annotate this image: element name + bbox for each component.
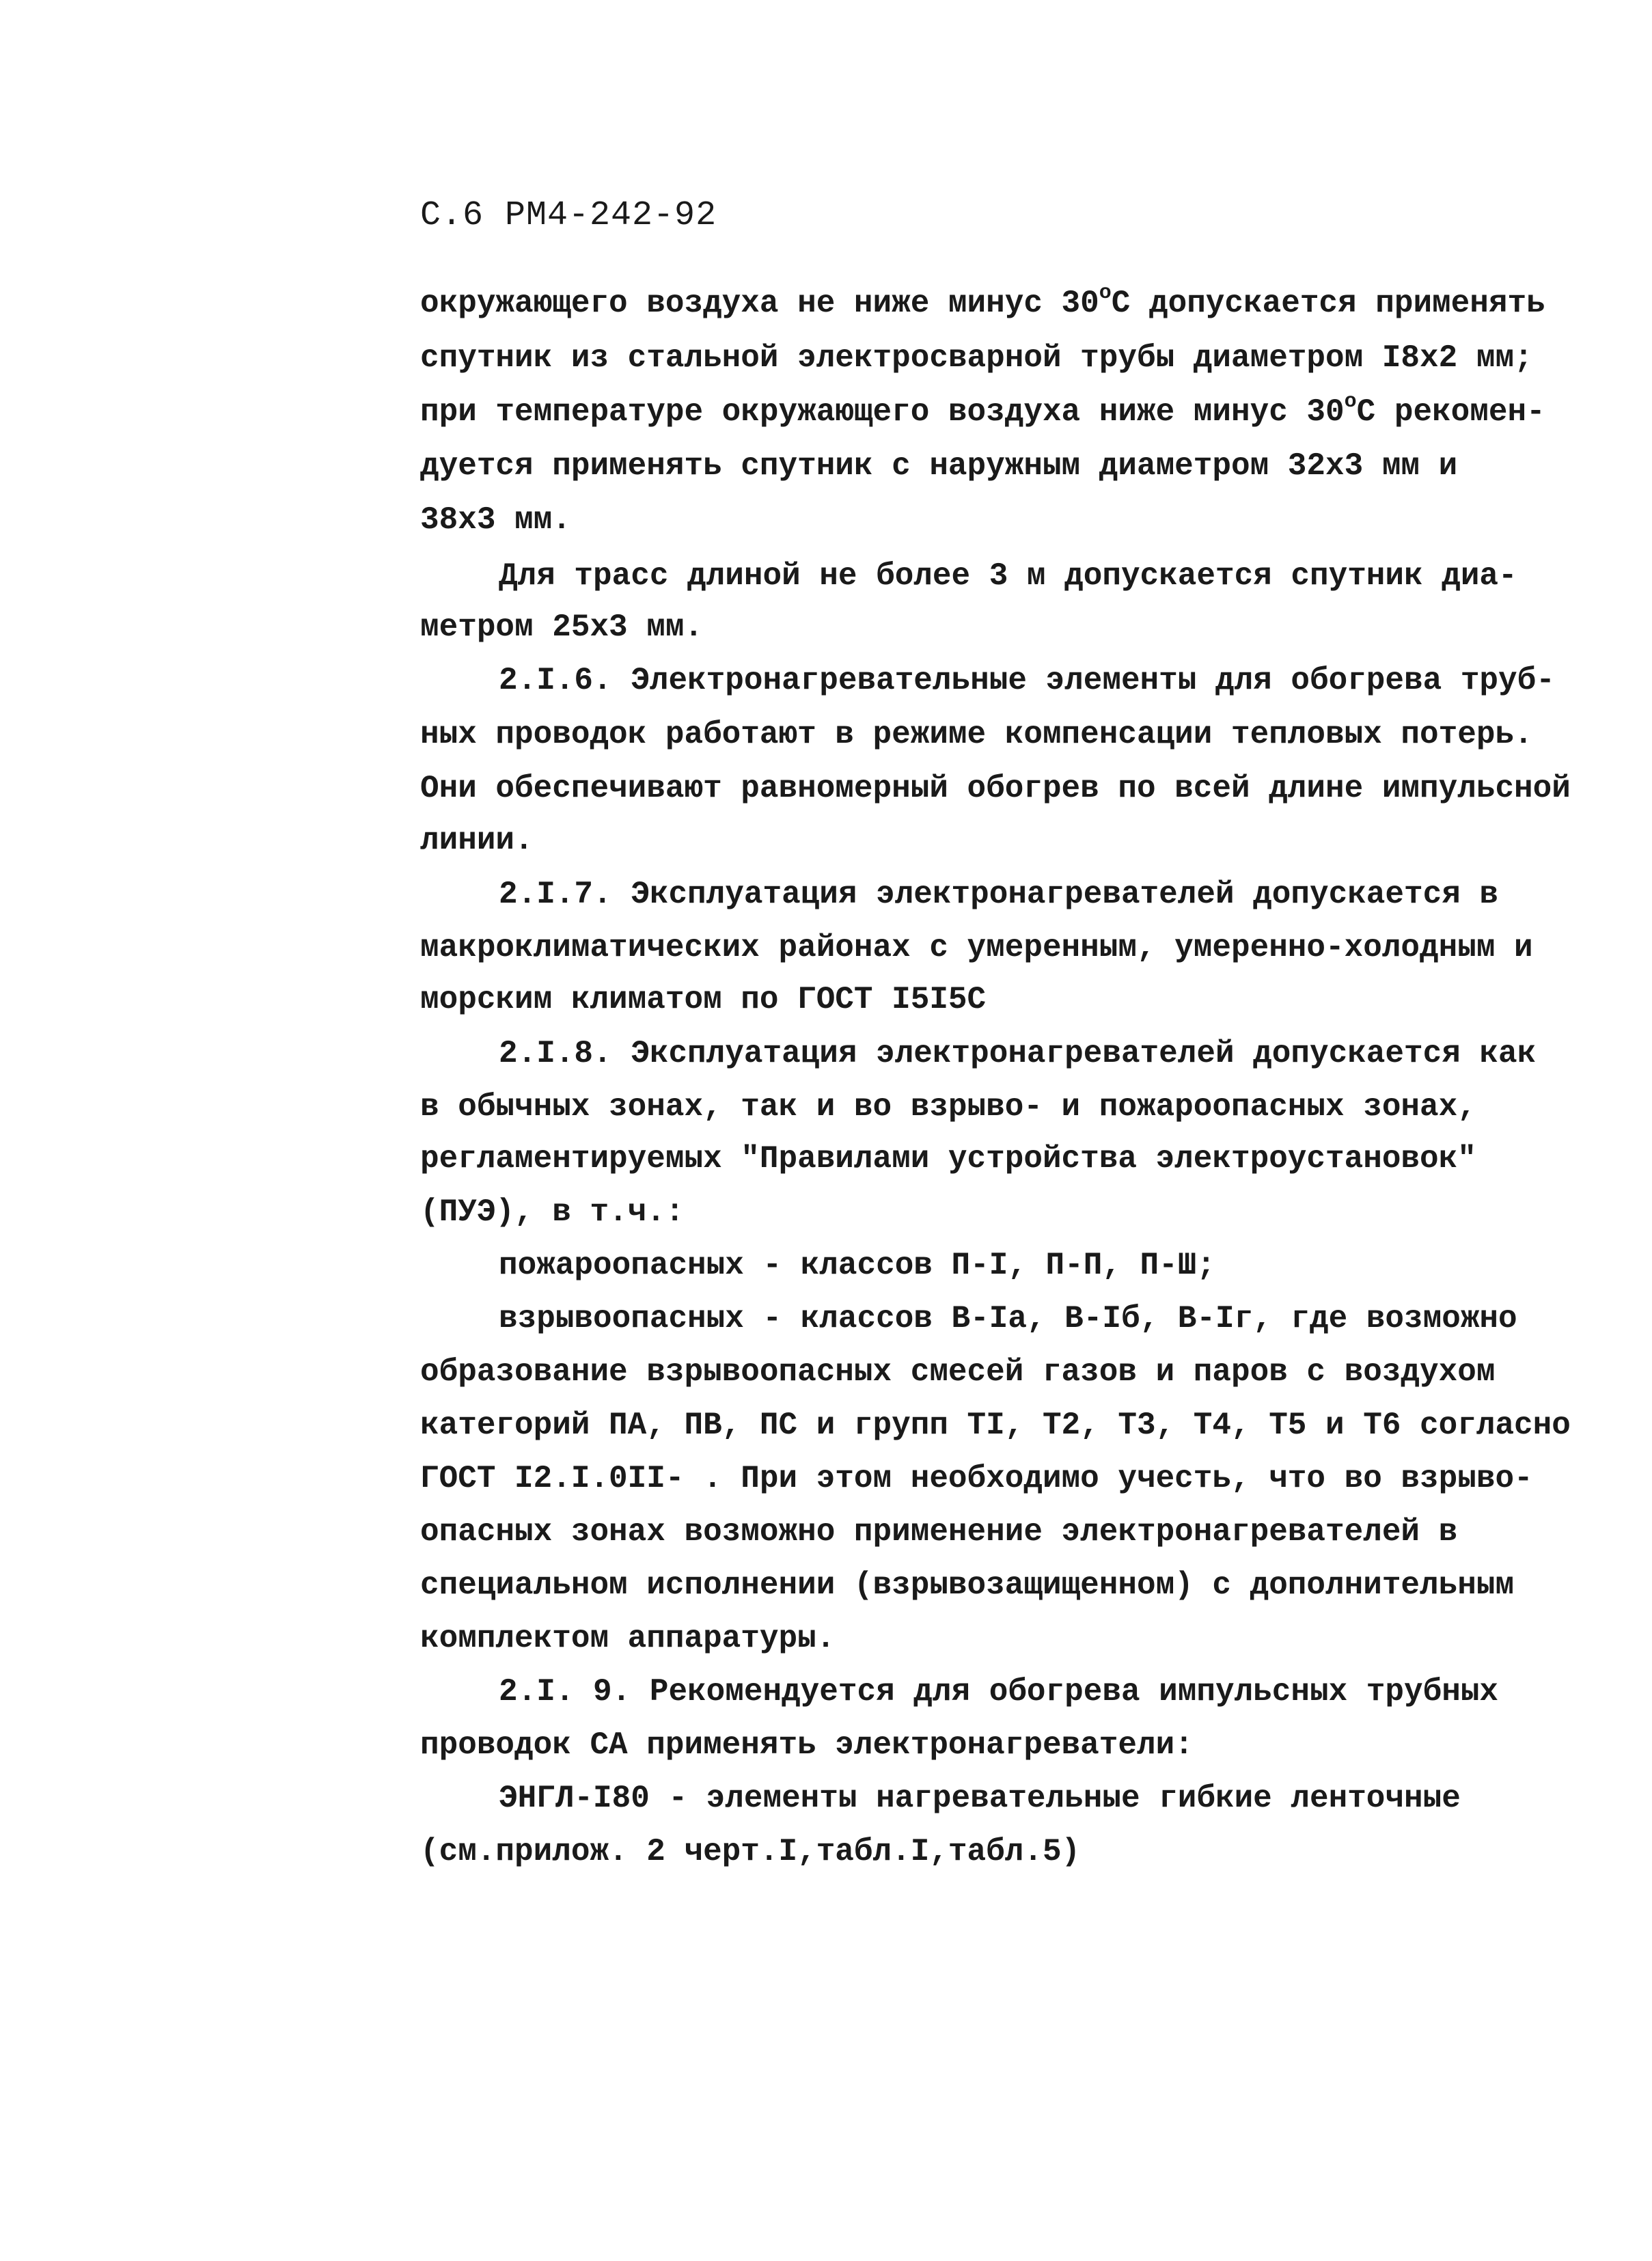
- text-line: метром 25x3 мм.: [420, 609, 704, 645]
- text-line-part: окружающего воздуха не ниже минус 30: [420, 286, 1099, 321]
- text-line: в обычных зонах, так и во взрыво- и пожароопасных зонах,: [420, 1089, 1476, 1125]
- degree-mark: о: [1099, 282, 1112, 305]
- text-line: специальном исполнении (взрывозащищенном) с дополнительным: [420, 1567, 1515, 1603]
- text-line: ЭНГЛ-I80 - элементы нагревательные гибкие ленточные: [499, 1781, 1461, 1816]
- text-line: макроклиматических районах с умеренным, умеренно-холодным и: [420, 930, 1533, 965]
- text-line: комплектом аппаратуры.: [420, 1621, 836, 1656]
- text-line: регламентируемых "Правилами устройства электроустановок": [420, 1141, 1476, 1177]
- text-line: спутник из стальной электросварной трубы диаметром I8x2 мм;: [420, 340, 1533, 376]
- page-header: С.6 РМ4-242-92: [420, 196, 717, 235]
- text-line: [420, 392, 1545, 433]
- text-line: (ПУЭ), в т.ч.:: [420, 1194, 685, 1230]
- section-2-1-8: 2.I.8. Эксплуатация электронагревателей допускается как: [499, 1036, 1537, 1071]
- text-line: морским климатом по ГОСТ I5I5С: [420, 982, 987, 1017]
- text-line: категорий ПА, ПВ, ПС и групп TI, T2, T3, T4, T5 и T6 согласно: [420, 1408, 1571, 1443]
- text-line: дуется применять спутник с наружным диаметром 32x3 мм и: [420, 448, 1458, 484]
- text-line: взрывоопасных - классов В-Iа, В-Iб, В-Iг, где возможно: [499, 1301, 1517, 1337]
- text-line: образование взрывоопасных смесей газов и паров с воздухом: [420, 1354, 1496, 1390]
- text-line-part: С допускается применять: [1111, 286, 1545, 321]
- degree-mark: о: [1344, 390, 1357, 413]
- text-line-part: при температуре окружающего воздуха ниже минус 30: [420, 394, 1345, 430]
- text-line: пожароопасных - классов П-I, П-П, П-Ш;: [499, 1248, 1215, 1283]
- text-line: 38x3 мм.: [420, 502, 571, 538]
- text-line: проводок СА применять электронагреватели:: [420, 1727, 1194, 1763]
- text-line: линии.: [420, 823, 534, 858]
- text-line: опасных зонах возможно применение электронагревателей в: [420, 1514, 1458, 1550]
- section-2-1-7: 2.I.7. Эксплуатация электронагревателей допускается в: [499, 877, 1499, 912]
- text-line: Они обеспечивают равномерный обогрев по всей длине импульсной: [420, 771, 1571, 806]
- text-line: ГОСТ I2.I.0II- . При этом необходимо учесть, что во взрыво-: [420, 1461, 1533, 1496]
- section-2-1-6: 2.I.6. Электронагревательные элементы для обогрева труб-: [499, 663, 1555, 698]
- text-line: Для трасс длиной не более 3 м допускается спутник диа-: [499, 558, 1517, 594]
- text-line: [420, 283, 1545, 324]
- section-2-1-9: 2.I. 9. Рекомендуется для обогрева импульсных трубных: [499, 1674, 1499, 1710]
- text-line: (см.прилож. 2 черт.I,табл.I,табл.5): [420, 1834, 1081, 1869]
- text-line-part: С рекомен-: [1356, 394, 1545, 430]
- text-line: ных проводок работают в режиме компенсации тепловых потерь.: [420, 717, 1533, 752]
